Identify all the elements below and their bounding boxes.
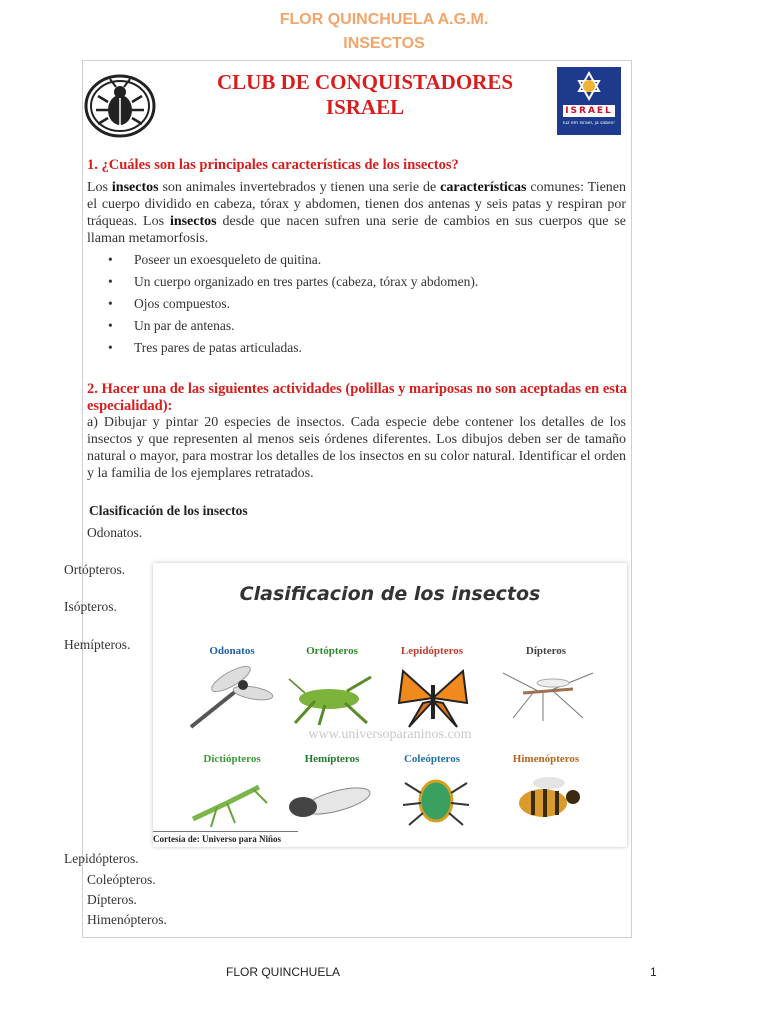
list-item: Hemípteros. xyxy=(64,637,131,652)
insect-label: Coleópteros xyxy=(403,753,460,765)
list-item: Dípteros. xyxy=(87,892,137,907)
insect-label: Odonatos xyxy=(209,645,255,657)
insect-label: Himenópteros xyxy=(512,753,580,765)
question-1-paragraph: Los insectos son animales invertebrados y tienen una serie de características comunes: Tienen el cuerpo dividido en cabeza, tórax y abdomen, tienen dos antenas y seis patas y respiran por tráqueas. Los insectos desde que nacen sufren una serie de cambios en sus cuerpos que se llaman metamorfosis. xyxy=(87,180,627,246)
list-item: • Poseer un exoesqueleto de quitina. xyxy=(108,251,478,273)
insect-classification-image xyxy=(153,563,627,847)
question-2-heading: 2. Hacer una de las siguientes actividades (polillas y mariposas no son aceptadas en esta especialidad): xyxy=(87,381,627,414)
bee-icon xyxy=(503,769,593,829)
header-line-2: INSECTOS xyxy=(343,35,425,52)
list-item: • Tres pares de patas articuladas. xyxy=(108,339,478,361)
butterfly-icon xyxy=(393,663,473,733)
question-2-paragraph: a) Dibujar y pintar 20 especies de insectos. Cada especie debe contener los detalles de los insectos y que representen al menos seis órdenes diferentes. Los dibujos deben ser de tamaño natural o mayor, para mostrar los detalles de los insectos en su color natural. Identificar el orden y la familia de los ejemplares retratados. xyxy=(87,415,626,481)
insect-label: Ortópteros xyxy=(306,645,358,657)
courtesy-caption: Cortesía de: Universo para Niños xyxy=(153,831,298,844)
list-item: • Un cuerpo organizado en tres partes (cabeza, tórax y abdomen). xyxy=(108,273,478,295)
dragonfly-icon xyxy=(181,663,277,735)
list-item: Coleópteros. xyxy=(87,872,156,887)
list-item: Lepidópteros. xyxy=(64,851,139,866)
mosquito-icon xyxy=(493,663,603,723)
header-line-1: FLOR QUINCHUELA A.G.M. xyxy=(279,11,489,28)
club-title: CLUB DE CONQUISTADORES ISRAEL xyxy=(217,70,513,119)
list-item: • Ojos compuestos. xyxy=(108,295,478,317)
insect-label: Dictiópteros xyxy=(203,753,261,765)
israel-badge xyxy=(557,67,621,135)
badge-text: ISRAEL xyxy=(565,106,613,116)
list-item: Himenópteros. xyxy=(87,912,167,927)
list-item: Ortópteros. xyxy=(64,562,126,577)
insect-label: Dípteros xyxy=(525,645,567,657)
classification-subtitle: Clasificación de los insectos xyxy=(89,503,248,518)
insect-label: Lepidópteros xyxy=(400,645,464,657)
list-item: Odonatos. xyxy=(87,525,143,540)
cicada-icon xyxy=(281,775,377,825)
list-item: • Un par de antenas. xyxy=(108,317,478,339)
badge-subtext: luz em Israel, já sabes! xyxy=(563,121,615,126)
mantis-icon xyxy=(183,773,273,829)
watermark: www.universoparaninos.com xyxy=(308,727,472,742)
footer-name: FLOR QUINCHUELA xyxy=(226,965,341,979)
scarab-logo-icon xyxy=(84,70,156,142)
grasshopper-icon xyxy=(285,671,377,731)
beetle-icon xyxy=(401,771,471,829)
list-item: Isópteros. xyxy=(64,599,117,614)
page-number: 1 xyxy=(650,965,657,979)
insect-label: Hemípteros xyxy=(304,753,360,765)
infographic-title: Clasificacion de los insectos xyxy=(239,583,541,605)
question-1-heading: 1. ¿Cuáles son las principales características de los insectos? xyxy=(87,157,459,173)
characteristics-list xyxy=(108,251,478,361)
